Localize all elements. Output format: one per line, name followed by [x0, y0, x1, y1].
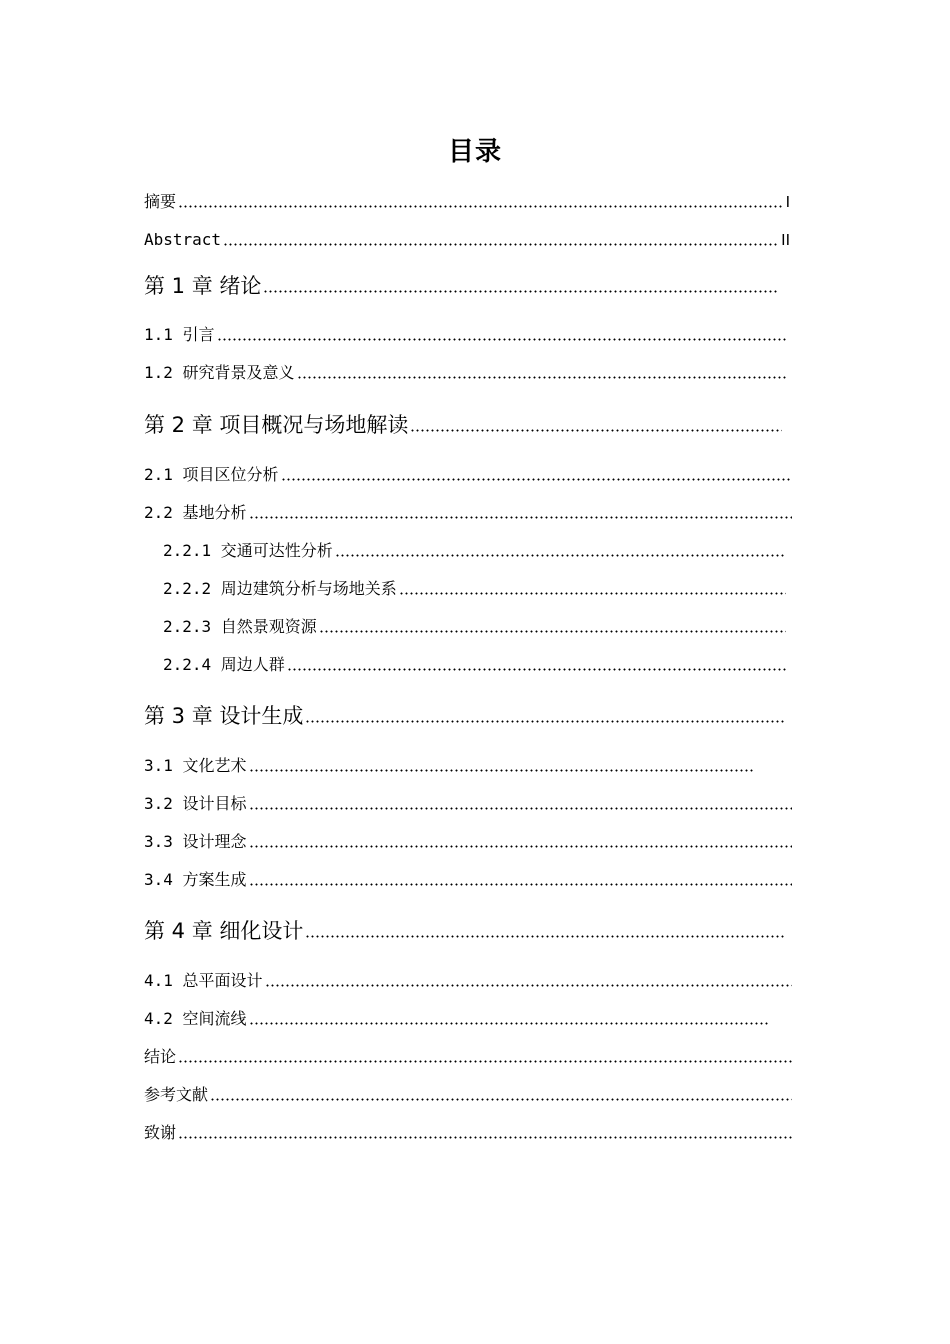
- dot-leader: [265, 984, 792, 987]
- toc-entry-label: 2.2.2 周边建筑分析与场地关系: [163, 579, 397, 598]
- dot-leader: [178, 205, 784, 208]
- toc-entry-3-2[interactable]: [144, 793, 794, 815]
- toc-entry-2-2-1[interactable]: [163, 540, 788, 562]
- toc-entry-1-1[interactable]: [144, 324, 788, 346]
- toc-entry-label: 第 4 章 细化设计: [144, 919, 304, 943]
- dot-leader: [410, 429, 782, 432]
- toc-entry-label: 2.2 基地分析: [144, 503, 247, 522]
- dot-leader: [287, 668, 786, 671]
- toc-entry-label: 2.2.3 自然景观资源: [163, 617, 317, 636]
- dot-leader: [281, 478, 792, 481]
- toc-entry-label: 1.1 引言: [144, 325, 215, 344]
- dot-leader: [223, 243, 779, 246]
- dot-leader: [249, 883, 792, 886]
- dot-leader: [178, 1060, 792, 1063]
- toc-entry-page: II: [781, 231, 790, 249]
- page-title: 目录: [447, 137, 502, 167]
- toc-entry-label: 3.2 设计目标: [144, 794, 247, 813]
- dot-leader: [249, 1022, 768, 1025]
- toc-entry-label: 3.4 方案生成: [144, 870, 247, 889]
- dot-leader: [249, 769, 754, 772]
- toc-entry-2-1[interactable]: [144, 464, 794, 486]
- toc-entry-2-2[interactable]: [144, 502, 794, 524]
- toc-entry-3-1[interactable]: [144, 755, 756, 777]
- toc-entry-abstract-cn[interactable]: [144, 191, 790, 213]
- toc-chapter-1[interactable]: [144, 272, 780, 300]
- dot-leader: [335, 554, 786, 557]
- toc-entry-4-1[interactable]: [144, 970, 794, 992]
- toc-entry-2-2-2[interactable]: [163, 578, 788, 600]
- toc-entry-label: Abstract: [144, 230, 222, 249]
- dot-leader: [297, 376, 786, 379]
- toc-entry-label: 2.2.4 周边人群: [163, 655, 285, 674]
- dot-leader: [249, 516, 792, 519]
- dot-leader: [249, 807, 792, 810]
- dot-leader: [305, 935, 786, 938]
- dot-leader: [249, 845, 792, 848]
- toc-entry-label: 4.2 空间流线: [144, 1009, 247, 1028]
- toc-entry-label: 第 3 章 设计生成: [144, 704, 304, 728]
- toc-chapter-4[interactable]: [144, 917, 788, 945]
- toc-entry-3-3[interactable]: [144, 831, 794, 853]
- dot-leader: [305, 720, 786, 723]
- toc-entry-3-4[interactable]: [144, 869, 794, 891]
- toc-chapter-3[interactable]: [144, 702, 788, 730]
- toc-entry-2-2-3[interactable]: [163, 616, 788, 638]
- toc-entry-label: 4.1 总平面设计: [144, 971, 263, 990]
- toc-entry-label: 3.3 设计理念: [144, 832, 247, 851]
- toc-entry-label: 第 2 章 项目概况与场地解读: [144, 413, 409, 437]
- dot-leader: [217, 338, 786, 341]
- dot-leader: [178, 1136, 792, 1139]
- toc-entry-label: 2.2.1 交通可达性分析: [163, 541, 333, 560]
- toc-entry-references[interactable]: [144, 1084, 794, 1106]
- toc-entry-label: 2.1 项目区位分析: [144, 465, 279, 484]
- toc-entry-conclusion[interactable]: [144, 1046, 794, 1068]
- toc-entry-label: 1.2 研究背景及意义: [144, 363, 295, 382]
- toc-entry-abstract-en[interactable]: [144, 229, 790, 251]
- toc-entry-page: I: [785, 193, 790, 211]
- toc-entry-label: 参考文献: [144, 1085, 209, 1104]
- toc-entry-label: 结论: [144, 1047, 177, 1066]
- toc-entry-label: 摘要: [144, 192, 177, 211]
- toc-entry-label: 3.1 文化艺术: [144, 756, 247, 775]
- dot-leader: [319, 630, 786, 633]
- toc-entry-label: 第 1 章 绪论: [144, 274, 262, 298]
- toc-entry-4-2[interactable]: [144, 1008, 770, 1030]
- toc-chapter-2[interactable]: [144, 411, 784, 439]
- dot-leader: [210, 1098, 792, 1101]
- dot-leader: [263, 290, 778, 293]
- toc-entry-1-2[interactable]: [144, 362, 788, 384]
- dot-leader: [399, 592, 786, 595]
- toc-entry-label: 致谢: [144, 1123, 177, 1142]
- toc-entry-acknowledgements[interactable]: [144, 1122, 794, 1144]
- toc-entry-2-2-4[interactable]: [163, 654, 788, 676]
